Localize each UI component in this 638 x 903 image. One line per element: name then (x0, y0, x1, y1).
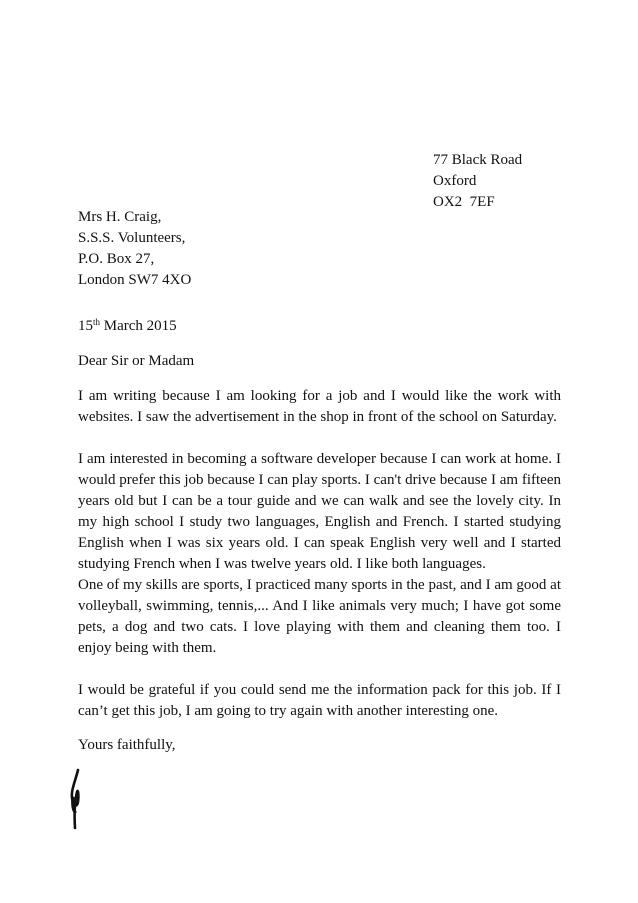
recipient-address-line: P.O. Box 27, (78, 251, 155, 267)
recipient-address-line: Mrs H. Craig, (78, 209, 162, 225)
handwritten-signature (66, 768, 90, 830)
body-paragraph: I am interested in becoming a software developer because I can work at home. I would prefer this job because I can play sports. I can't drive because I am fifteen years old but I can be a tour guide and we can walk and see the lovely city. In my high school I study two languages, English and French. I started studying English when I was six years old. I can speak English very well and I started studying French when I was twelve years old. I like both languages. (78, 451, 561, 572)
recipient-address-line: S.S.S. Volunteers, (78, 230, 186, 246)
recipient-address-line: London SW7 4XO (78, 272, 192, 288)
body-paragraph: One of my skills are sports, I practiced many sports in the past, and I am good at volleyball, swimming, tennis,... And I like animals very much; I have got some pets, a dog and two cats. I love playing with them and cleaning them too. I enjoy being with them. (78, 577, 561, 656)
sender-address (433, 150, 613, 213)
letter-body (78, 386, 561, 722)
body-paragraph: I would be grateful if you could send me the information pack for this job. If I can’t get this job, I am going to try again with another interesting one. (78, 682, 561, 719)
sender-address-line: OX2 7EF (433, 194, 495, 210)
date-month-year: March 2015 (100, 318, 177, 334)
date-day: 15 (78, 318, 93, 334)
recipient-address (78, 207, 378, 291)
salutation: Dear Sir or Madam (78, 353, 195, 369)
date-suffix: th (93, 317, 101, 327)
sender-address-line: 77 Black Road (433, 152, 523, 168)
body-paragraph: I am writing because I am looking for a job and I would like the work with websites. I saw the advertisement in the shop in front of the school on Saturday. (78, 388, 561, 425)
closing-line: Yours faithfully, (78, 737, 176, 753)
letter-date (78, 316, 177, 337)
sender-address-line: Oxford (433, 173, 477, 189)
